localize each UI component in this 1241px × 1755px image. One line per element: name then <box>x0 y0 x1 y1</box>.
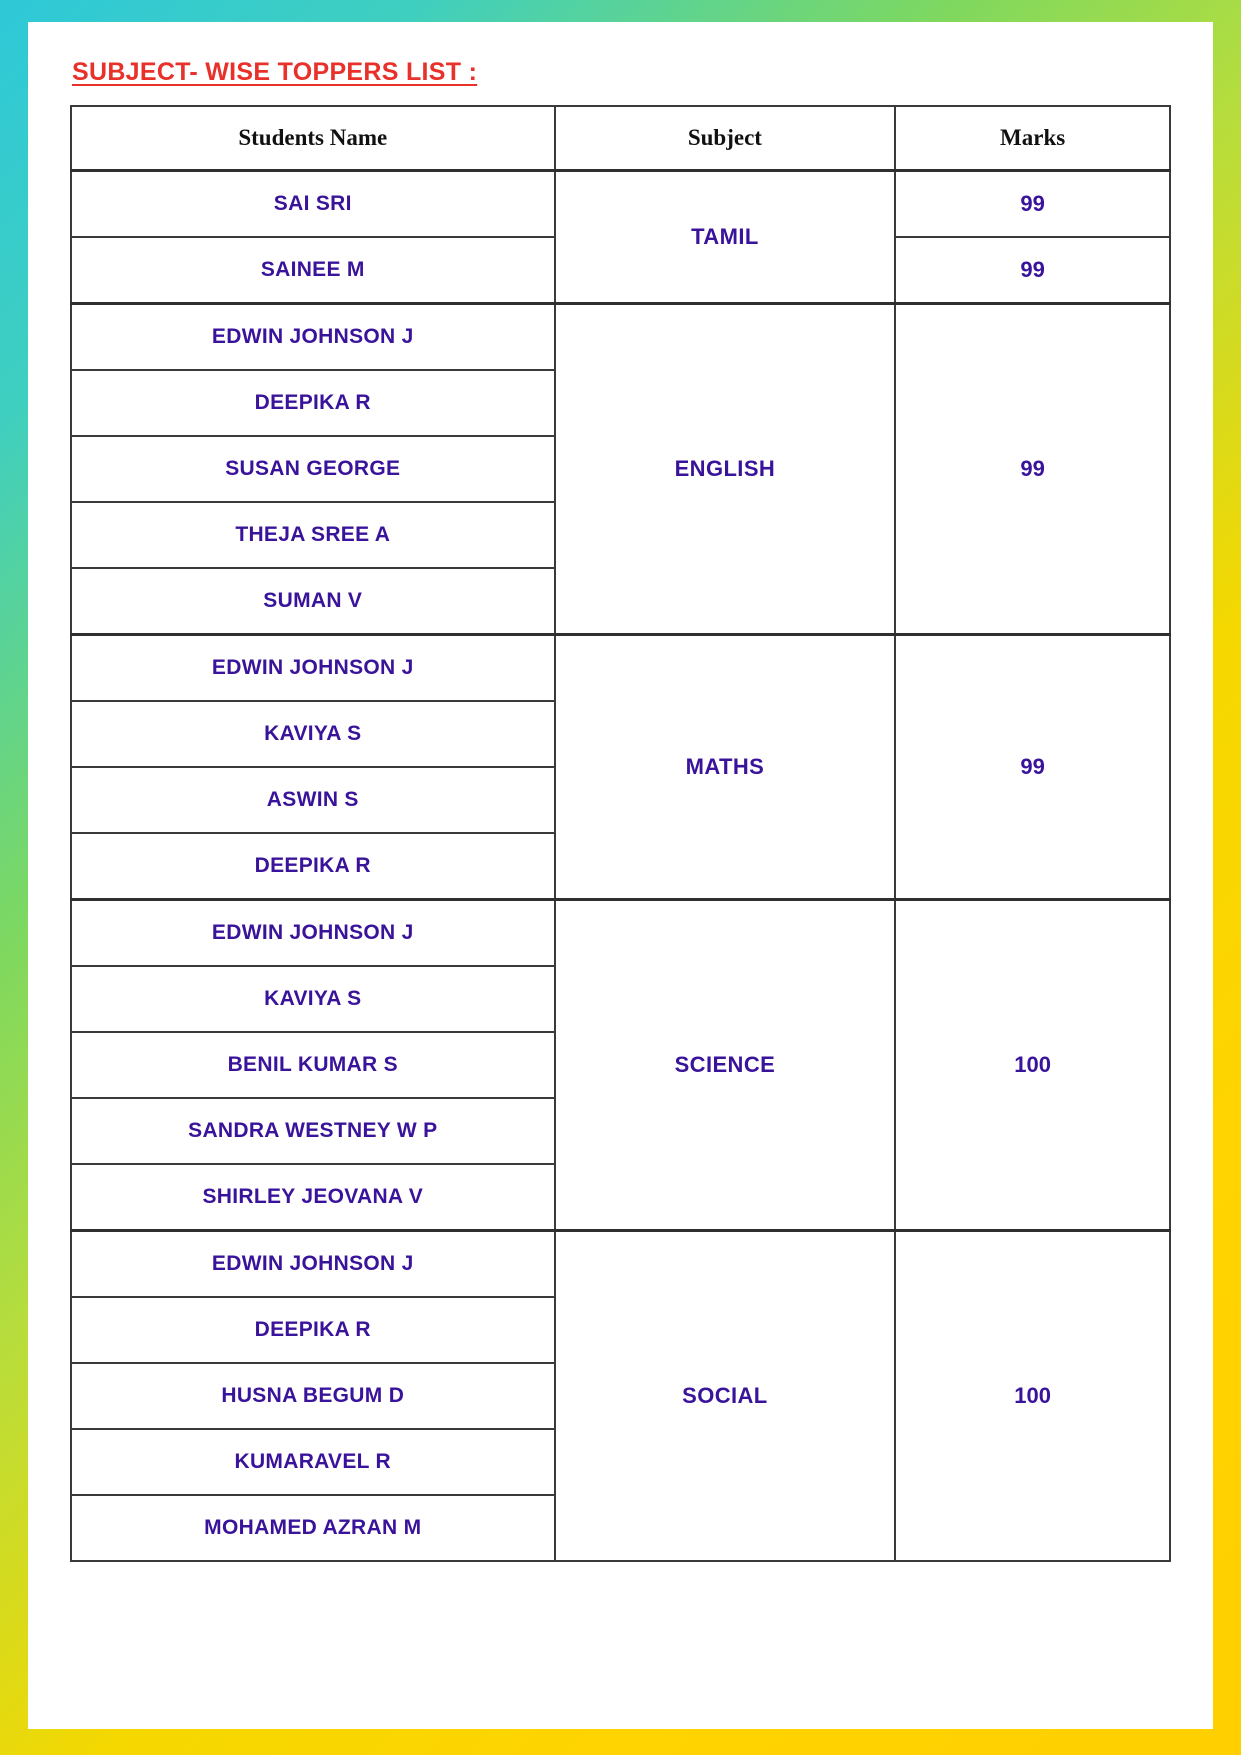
subject-cell: TAMIL <box>555 171 896 304</box>
marks-cell: 99 <box>895 635 1170 900</box>
student-name-cell: SAI SRI <box>71 171 555 238</box>
subject-cell: SCIENCE <box>555 900 896 1231</box>
student-name-cell: SAINEE M <box>71 237 555 304</box>
student-name-cell: DEEPIKA R <box>71 1297 555 1363</box>
subject-wise-toppers-table <box>70 105 1171 1562</box>
table-header-row <box>71 106 1170 171</box>
student-name-cell: KAVIYA S <box>71 701 555 767</box>
column-header-subject: Subject <box>555 106 896 171</box>
subject-cell: SOCIAL <box>555 1231 896 1562</box>
student-name-cell: SUMAN V <box>71 568 555 635</box>
student-name-cell: SUSAN GEORGE <box>71 436 555 502</box>
document-page <box>28 22 1213 1729</box>
marks-cell: 100 <box>895 900 1170 1231</box>
student-name-cell: EDWIN JOHNSON J <box>71 304 555 371</box>
student-name-cell: SHIRLEY JEOVANA V <box>71 1164 555 1231</box>
marks-cell: 99 <box>895 237 1170 304</box>
student-name-cell: ASWIN S <box>71 767 555 833</box>
student-name-cell: THEJA SREE A <box>71 502 555 568</box>
marks-cell: 99 <box>895 304 1170 635</box>
subject-cell: ENGLISH <box>555 304 896 635</box>
student-name-cell: EDWIN JOHNSON J <box>71 635 555 702</box>
table-row <box>71 900 1170 967</box>
column-header-marks: Marks <box>895 106 1170 171</box>
table-row <box>71 304 1170 371</box>
student-name-cell: BENIL KUMAR S <box>71 1032 555 1098</box>
student-name-cell: EDWIN JOHNSON J <box>71 900 555 967</box>
table-header <box>71 106 1170 171</box>
student-name-cell: MOHAMED AZRAN M <box>71 1495 555 1561</box>
student-name-cell: DEEPIKA R <box>71 833 555 900</box>
student-name-cell: DEEPIKA R <box>71 370 555 436</box>
student-name-cell: EDWIN JOHNSON J <box>71 1231 555 1298</box>
student-name-cell: HUSNA BEGUM D <box>71 1363 555 1429</box>
table-row <box>71 171 1170 238</box>
student-name-cell: KUMARAVEL R <box>71 1429 555 1495</box>
column-header-students-name: Students Name <box>71 106 555 171</box>
subject-cell: MATHS <box>555 635 896 900</box>
student-name-cell: SANDRA WESTNEY W P <box>71 1098 555 1164</box>
marks-cell: 100 <box>895 1231 1170 1562</box>
page-title: SUBJECT- WISE TOPPERS LIST : <box>72 58 478 86</box>
table-body <box>71 171 1170 1562</box>
table-row <box>71 1231 1170 1298</box>
student-name-cell: KAVIYA S <box>71 966 555 1032</box>
table-row <box>71 635 1170 702</box>
marks-cell: 99 <box>895 171 1170 238</box>
